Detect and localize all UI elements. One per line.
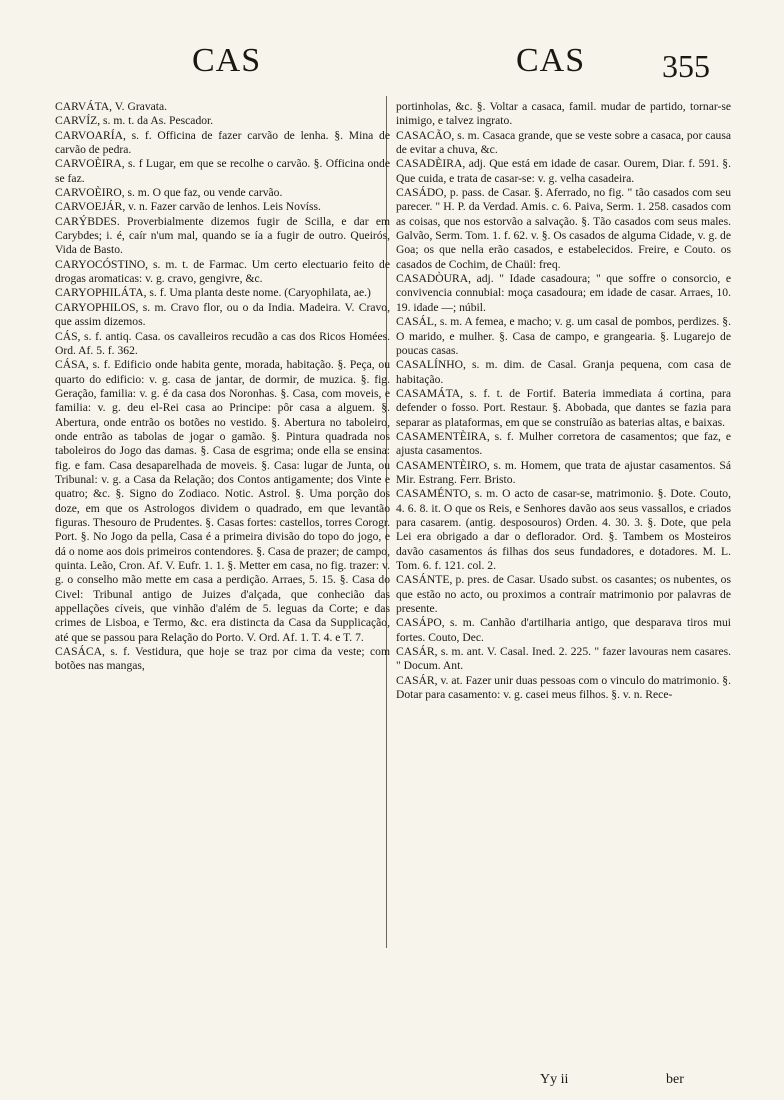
dictionary-entry: CASADÒURA, adj. " Idade casadoura; " que soffre o consorcio, e convivencia connubial: moça casadoura; em idade de casar. Arraes, 10. 19. idade —; núbil.	[396, 272, 731, 314]
dictionary-entry: CASÁR, s. m. ant. V. Casal. Ined. 2. 225. " fazer lavouras nem casares. " Docum. Ant.	[396, 645, 731, 673]
running-head	[0, 28, 784, 98]
dictionary-entry: CARVOEJÁR, v. n. Fazer carvão de lenhos. Leis Novíss.	[55, 200, 321, 214]
dictionary-entry: CASÁCA, s. f. Vestidura, que hoje se traz por cima da veste; com botões nas mangas,	[55, 645, 390, 673]
dictionary-entry: CARYOPHILÁTA, s. f. Uma planta deste nome. (Caryophilata, ae.)	[55, 286, 371, 300]
running-head-right: CAS	[516, 42, 586, 79]
page-footer	[540, 1072, 740, 1092]
page-number: 355	[662, 48, 710, 84]
dictionary-entry: CARVOARÍA, s. f. Officina de fazer carvão de lenha. §. Mina de carvão de pedra.	[55, 128, 390, 157]
dictionary-entry: CARYOPHILOS, s. m. Cravo flor, ou o da India. Madeira. V. Cravo, que assim dizemos.	[55, 300, 390, 329]
dictionary-entry: CASAMÉNTO, s. m. O acto de casar-se, matrimonio. §. Dote. Couto, 4. 6. 8. it. O que os Reis, e Senhores davão aos seus vassallos, e criados para casarem. (antig. desposouros) Orden. 4. 30. 3. §. Dote, que pela Lei era obrigado a dar o deflorador. Ord. §. Tambem os Mosteiros davão casamentos ás filhas dos seus fundadores, e dotadores. M. L. Tom. 6. f. 121. col. 2.	[396, 487, 731, 572]
dictionary-entry: CASÁNTE, p. pres. de Casar. Usado subst. os casantes; os nubentes, os que estão no acto, ou proximos a contraír matrimonio por palavras de presente.	[396, 573, 731, 616]
left-column	[55, 100, 390, 674]
dictionary-entry: CASAMENTÈIRA, s. f. Mulher corretora de casamentos; que faz, e ajusta casamentos.	[396, 429, 731, 458]
dictionary-entry: CÁS, s. f. antiq. Casa. os cavalleiros recudão a cas dos Ricos Homées. Ord. Af. 5. f. 362.	[55, 329, 390, 357]
dictionary-entry: CASÁL, s. m. A femea, e macho; v. g. um casal de pombos, perdizes. §. O marido, e mulher. §. Casa de campo, e grangearia. §. Lugarejo de poucas casas.	[396, 315, 731, 357]
running-head-left: CAS	[192, 42, 262, 79]
dictionary-entry: CARVÁTA, V. Gravata.	[55, 100, 168, 113]
dictionary-entry: CASALÍNHO, s. m. dim. de Casal. Granja pequena, com casa de habitação.	[396, 358, 731, 386]
catchword: ber	[666, 1072, 684, 1087]
dictionary-entry: CARVOÈIRA, s. f Lugar, em que se recolhe o carvão. §. Officina onde se faz.	[55, 157, 390, 185]
dictionary-entry: CASADÈIRA, adj. Que está em idade de casar. Ourem, Diar. f. 591. §. Que cuida, e trata de casar-se: v. g. velha casadeira.	[396, 157, 731, 185]
right-column	[396, 100, 731, 702]
dictionary-entry: CASAMÁTA, s. f. t. de Fortif. Bateria immediata á cortina, para defender o fosso. Port. Restaur. §. Abobada, que dantes se fazia para separar as plataformas, em que se construíão as baterias altas, e baixas.	[396, 386, 731, 429]
dictionary-entry: CÁSA, s. f. Edificio onde habita gente, morada, habitação. §. Peça, ou quarto do edificio: v. g. casa de jantar, de dormir, de muzica. §. fig. Geração, familia: v. g. é da casa dos Noronhas. §. Casa, com moveis, e familia: v. g. deu el-Rei casa ao Principe: pôr casa a alguem. §. Abertura, onde entrão os botões no vestido. §. Abertura no taboleiro, onde entrão as tabolas de jogar o gamão. §. Pintura quadrada nos taboleiros do Jogo das damas. §. Casa de esgrima; onde ella se ensina: fig. e fam. Casa desaparelhada de moveis. §. Casa: lugar de Junta, ou Tribunal: v. g. a Casa da Relação; dos Contos antigamente; dos Vinte e quatro; &c. §. Signo do Zodiaco. Notic. Astrol. §. Uma porção dos doze, em que os Astrologos dividem o quadrado, em que levantão figuras. Thesouro de Prudentes. §. Casas fortes: castellos, torres Corogr. Port. §. No Jogo da pella, Casa é a primeira divisão do topo do jogo, e dá o nome aos dois primeiros contendores. §. Casa de prazer; de campo, quinta. Leão, Cron. Af. V. Eufr. 1. 1. §. Metter em casa, no fig. trazer: v. g. o conselho mão mette em casa a perdição. Arraes, 5. 15. §. Casa do Civel: Tribunal antigo de Juizes d'alçada, que conhecião das appellações cíveis, que vinhão d'além de 5. leguas da Corte; e das crimes de Lisboa, e Termo, &c. era distincta da Casa da Supplicação, até que se passou para Relação do Porto. V. Ord. Af. 1. T. 4. e T. 7.	[55, 358, 390, 644]
dictionary-entry: CARVOÈIRO, s. m. O que faz, ou vende carvão.	[55, 186, 283, 200]
dictionary-entry: CASACÃO, s. m. Casaca grande, que se veste sobre a casaca, por causa de evitar a chuva, &c.	[396, 128, 731, 157]
dictionary-entry: CASAMENTÈIRO, s. m. Homem, que trata de ajustar casamentos. Sá Mir. Estrang. Ferr. Bristo.	[396, 458, 731, 486]
dictionary-entry: portinholas, &c. §. Voltar a casaca, famil. mudar de partido, tornar-se inimigo, e talvez ingrato.	[396, 100, 731, 128]
dictionary-entry: CASÁR, v. at. Fazer unir duas pessoas com o vinculo do matrimonio. §. Dotar para casamento: v. g. casei meus filhos. §. v. n. Rece-	[396, 673, 731, 702]
dictionary-entry: CASÁDO, p. pass. de Casar. §. Aferrado, no fig. " tão casados com seu parecer. " H. P. da Verdad. Amis. c. 6. Paiva, Serm. 1. 258. casados com as coisas, que nos estorvão a salvação. §. Tão casados com seus males. Galvão, Serm. Tom. 1. f. 62. v. §. Os casados de alguma Cidade, v. g. de Goa; os que nella erão casados, e estabelecidos. Freire, e Couto. os casados de Cochim, de Chaül: freq.	[396, 186, 731, 271]
dictionary-entry: CARVÍZ, s. m. t. da As. Pescador.	[55, 114, 214, 128]
dictionary-entry: CARYOCÓSTINO, s. m. t. de Farmac. Um certo electuario feito de drogas aromaticas: v. g. cravo, gengivre, &c.	[55, 257, 390, 286]
dictionary-entry: CARÝBDES. Proverbialmente dizemos fugir de Scilla, e dar em Carybdes; i. é, caír n'um mal, quando se ía a fugir de outro. Queirós, Vida de Basto.	[55, 214, 390, 257]
signature-mark: Yy ii	[540, 1072, 569, 1087]
dictionary-entry: CASÁPO, s. m. Canhão d'artilharia antigo, que desparava tiros mui fortes. Couto, Dec.	[396, 616, 731, 644]
